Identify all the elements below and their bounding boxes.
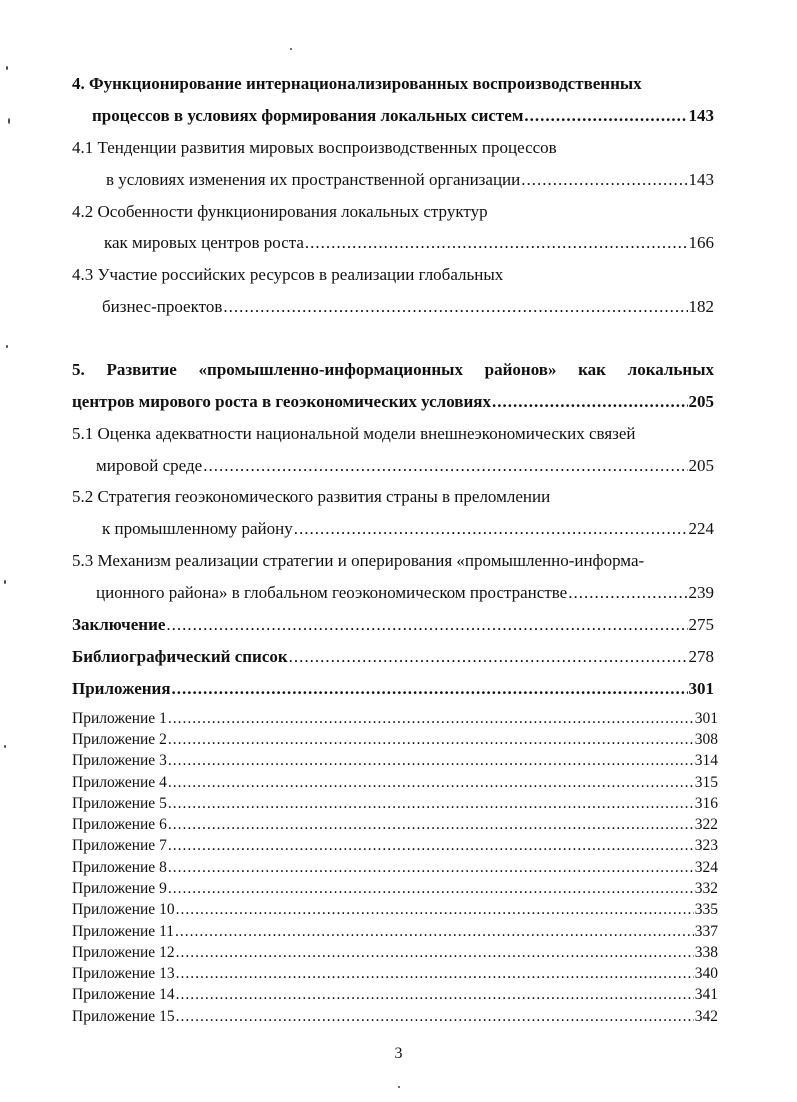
scan-speck — [4, 745, 6, 748]
dot-leader — [168, 751, 694, 771]
dot-leader — [172, 678, 688, 700]
dot-leader — [294, 518, 688, 540]
section-5-1-page: 205 — [688, 456, 714, 475]
dot-leader — [168, 773, 694, 793]
scan-speck — [6, 66, 8, 70]
dot-leader — [492, 391, 688, 413]
appendix-label: Приложение 15 — [72, 1008, 175, 1025]
appendix-item-7[interactable] — [72, 836, 718, 856]
appendix-label: Приложение 7 — [72, 837, 167, 854]
chapter-5-title-line-2: центров мирового роста в геоэкономических условиях — [72, 392, 491, 411]
appendix-item-9[interactable] — [72, 879, 718, 899]
chapter-5-toc-entry[interactable] — [72, 391, 714, 413]
chapter-4-toc-entry[interactable] — [92, 105, 714, 127]
appendices-page: 301 — [688, 679, 714, 698]
conclusion-page: 275 — [688, 615, 714, 634]
conclusion-toc-entry[interactable] — [72, 614, 714, 636]
appendix-item-12[interactable] — [72, 943, 718, 963]
section-5-1-toc-entry[interactable] — [96, 455, 714, 477]
section-4-1-page: 143 — [688, 170, 714, 189]
dot-leader — [176, 985, 694, 1005]
appendix-label: Приложение 8 — [72, 859, 167, 876]
appendix-label: Приложение 9 — [72, 880, 167, 897]
section-4-2-line-1: 4.2 Особенности функционирования локальных структур — [72, 202, 488, 221]
dot-leader — [568, 582, 687, 604]
appendix-page: 340 — [694, 965, 718, 982]
appendix-page: 316 — [694, 795, 718, 812]
appendix-label: Приложение 10 — [72, 901, 175, 918]
appendices-label: Приложения — [72, 679, 171, 698]
appendix-item-10[interactable] — [72, 900, 718, 920]
appendix-item-14[interactable] — [72, 985, 718, 1005]
appendix-label: Приложение 14 — [72, 986, 175, 1003]
appendix-item-5[interactable] — [72, 794, 718, 814]
section-5-2-toc-entry[interactable] — [102, 518, 714, 540]
section-4-1-toc-entry[interactable] — [106, 169, 714, 191]
scan-speck — [290, 48, 292, 50]
chapter-5-title-line-1: 5. Развитие «промышленно-информационных районов» как локальных — [72, 360, 714, 379]
dot-leader — [524, 105, 687, 127]
appendix-page: 322 — [694, 816, 718, 833]
appendix-item-8[interactable] — [72, 858, 718, 878]
appendix-label: Приложение 5 — [72, 795, 167, 812]
dot-leader — [176, 943, 694, 963]
section-4-1-line-1: 4.1 Тенденции развития мировых воспроизводственных процессов — [72, 138, 557, 157]
scan-speck — [398, 1086, 400, 1088]
dot-leader — [168, 836, 694, 856]
section-5-3-toc-entry[interactable] — [96, 582, 714, 604]
appendix-item-13[interactable] — [72, 964, 718, 984]
appendix-label: Приложение 12 — [72, 944, 175, 961]
bibliography-label: Библиографический список — [72, 647, 288, 666]
bibliography-toc-entry[interactable] — [72, 646, 714, 668]
appendix-page: 332 — [694, 880, 718, 897]
dot-leader — [168, 794, 694, 814]
appendix-item-6[interactable] — [72, 815, 718, 835]
appendix-label: Приложение 3 — [72, 752, 167, 769]
appendix-label: Приложение 4 — [72, 774, 167, 791]
dot-leader — [168, 858, 694, 878]
section-5-2-page: 224 — [688, 519, 714, 538]
section-5-2-line-2: к промышленному району — [102, 519, 293, 538]
appendix-page: 323 — [694, 837, 718, 854]
dot-leader — [166, 614, 687, 636]
dot-leader — [289, 646, 688, 668]
section-5-3-line-1: 5.3 Механизм реализации стратегии и оперирования «промышленно-информа- — [72, 551, 645, 570]
chapter-5-page: 205 — [688, 392, 714, 411]
appendix-page: 341 — [694, 986, 718, 1003]
appendix-item-11[interactable] — [72, 922, 718, 942]
section-5-3-line-2: ционного района» в глобальном геоэкономическом пространстве — [96, 583, 568, 602]
dot-leader — [168, 879, 694, 899]
section-5-1-line-2: мировой среде — [96, 456, 203, 475]
appendix-page: 338 — [694, 944, 718, 961]
dot-leader — [176, 1007, 694, 1027]
dot-leader — [168, 730, 694, 750]
appendix-label: Приложение 6 — [72, 816, 167, 833]
section-4-3-toc-entry[interactable] — [102, 296, 714, 318]
section-4-1-line-2: в условиях изменения их пространственной организации — [106, 170, 521, 189]
section-4-2-toc-entry[interactable] — [104, 232, 714, 254]
appendix-page: 324 — [694, 859, 718, 876]
chapter-4-title-line-1: 4. Функционирование интернационализированных воспроизводственных — [72, 74, 642, 93]
bibliography-page: 278 — [688, 647, 714, 666]
appendix-page: 335 — [694, 901, 718, 918]
appendix-page: 301 — [694, 710, 718, 727]
page-number: 3 — [394, 1045, 403, 1062]
appendix-label: Приложение 13 — [72, 965, 175, 982]
appendix-page: 337 — [694, 923, 718, 940]
appendix-label: Приложение 1 — [72, 710, 167, 727]
appendix-label: Приложение 2 — [72, 731, 167, 748]
appendix-page: 308 — [694, 731, 718, 748]
section-4-3-page: 182 — [688, 297, 714, 316]
conclusion-label: Заключение — [72, 615, 166, 634]
dot-leader — [176, 900, 694, 920]
section-5-3-page: 239 — [688, 583, 714, 602]
chapter-4-title-line-2: процессов в условиях формирования локальных систем — [92, 106, 524, 125]
dot-leader — [305, 232, 688, 254]
dot-leader — [521, 169, 687, 191]
scan-speck — [6, 345, 8, 348]
scan-speck — [8, 118, 10, 124]
appendices-toc-entry[interactable] — [72, 678, 714, 700]
appendix-label: Приложение 11 — [72, 923, 174, 940]
appendix-item-4[interactable] — [72, 773, 718, 793]
dot-leader — [223, 296, 687, 318]
dot-leader — [168, 815, 694, 835]
appendix-item-2[interactable] — [72, 730, 718, 750]
appendix-item-15[interactable] — [72, 1007, 718, 1027]
section-5-1-line-1: 5.1 Оценка адекватности национальной модели внешнеэкономических связей — [72, 424, 636, 443]
dot-leader — [168, 709, 694, 729]
section-4-3-line-2: бизнес-проектов — [102, 297, 223, 316]
dot-leader — [175, 922, 694, 942]
dot-leader — [176, 964, 694, 984]
section-4-3-line-1: 4.3 Участие российских ресурсов в реализации глобальных — [72, 265, 504, 284]
chapter-4-page: 143 — [688, 106, 714, 125]
section-5-2-line-1: 5.2 Стратегия геоэкономического развития страны в преломлении — [72, 487, 551, 506]
appendix-page: 342 — [694, 1008, 718, 1025]
appendix-page: 315 — [694, 774, 718, 791]
section-4-2-page: 166 — [688, 233, 714, 252]
scan-speck — [4, 580, 6, 584]
dot-leader — [203, 455, 687, 477]
appendix-page: 314 — [694, 752, 718, 769]
section-4-2-line-2: как мировых центров роста — [104, 233, 304, 252]
appendix-item-3[interactable] — [72, 751, 718, 771]
appendix-item-1[interactable] — [72, 709, 718, 729]
